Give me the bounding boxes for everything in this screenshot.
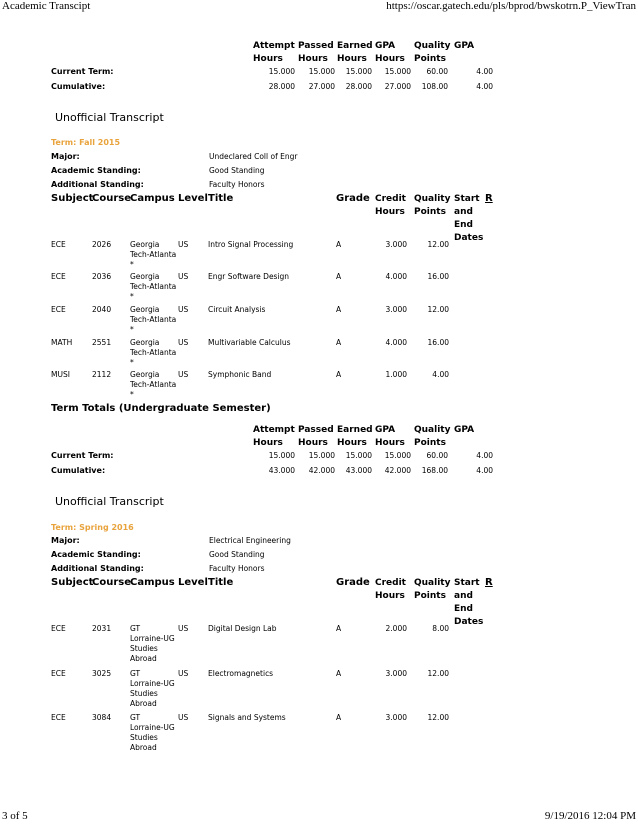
cell-credit: 3.000 [385,240,407,249]
cell-subject: ECE [51,305,66,314]
major-label: Major: [51,152,80,161]
value-cell: 43.000 [268,466,295,475]
value-cell: 4.00 [476,67,493,76]
cell-grade: A [336,240,342,249]
academic-standing-value: Good Standing [209,166,265,175]
cell-credit: 3.000 [385,305,407,314]
page-footer [0,810,638,824]
col-gpa: GPA [454,41,475,51]
cell-credit: 1.000 [385,370,407,379]
term-name-fall: Term: Fall 2015 [51,138,121,147]
additional-standing-value: Faculty Honors [209,564,265,573]
major-label: Major: [51,536,80,545]
cell-grade: A [336,669,342,678]
academic-standing-label: Academic Standing: [51,166,141,175]
col-quality-points: Quality Points [414,194,451,217]
cell-course: 2112 [92,370,112,379]
cell-campus: Georgia Tech-Atlanta * [130,338,177,367]
value-cell: 27.000 [384,82,411,91]
cell-course: 3025 [92,669,112,678]
term-name-spring: Term: Spring 2016 [51,523,134,532]
col-earned-hours: Earned Hours [337,425,373,448]
page-header-url[interactable]: https://oscar.gatech.edu/pls/bprod/bwskotrn.P_ViewTran [386,0,636,12]
col-course: Course [92,577,131,588]
col-level: Level [178,577,208,588]
academic-standing-value: Good Standing [209,550,265,559]
cell-level: US [178,338,189,347]
cell-course: 3084 [92,713,112,722]
cell-title: Electromagnetics [208,669,274,678]
value-cell: 15.000 [268,67,295,76]
col-quality-points: Quality Points [414,425,451,448]
cell-subject: ECE [51,713,66,722]
col-passed-hours: Passed Hours [298,41,334,64]
value-cell: 42.000 [384,466,411,475]
cell-title: Multivariable Calculus [208,338,291,347]
col-passed-hours: Passed Hours [298,425,334,448]
cell-title: Intro Signal Processing [208,240,294,249]
major-value: Undeclared Coll of Engr [209,152,298,161]
cell-campus: Georgia Tech-Atlanta * [130,272,177,301]
value-cell: 4.00 [476,451,493,460]
academic-standing-label: Academic Standing: [51,550,141,559]
col-campus: Campus [130,577,175,588]
cell-quality: 12.00 [427,305,449,314]
cell-title: Symphonic Band [208,370,272,379]
col-level: Level [178,193,208,204]
value-cell: 28.000 [345,82,372,91]
value-cell: 60.00 [426,451,448,460]
cell-quality: 12.00 [427,713,449,722]
col-course: Course [92,193,131,204]
col-credit-hours: Credit Hours [375,194,406,217]
cell-title: Signals and Systems [208,713,286,722]
unofficial-transcript-title: Unofficial Transcript [55,495,164,508]
cell-grade: A [336,370,342,379]
col-start-end-dates: Start and End Dates [454,578,484,627]
cell-course: 2026 [92,240,112,249]
value-cell: 15.000 [345,451,372,460]
col-title: Title [208,577,234,588]
cell-level: US [178,669,189,678]
cell-grade: A [336,713,342,722]
major-value: Electrical Engineering [209,536,291,545]
cell-campus: GT Lorraine-UG Studies Abroad [130,624,175,663]
cell-course: 2036 [92,272,112,281]
cell-level: US [178,272,189,281]
col-gpa: GPA [454,425,475,435]
cell-campus: Georgia Tech-Atlanta * [130,240,177,269]
value-cell: 15.000 [384,451,411,460]
cell-subject: MATH [51,338,73,347]
col-earned-hours: Earned Hours [337,41,373,64]
cumulative-label: Cumulative: [51,82,106,91]
cell-course: 2040 [92,305,112,314]
value-cell: 15.000 [384,67,411,76]
cell-level: US [178,305,189,314]
cell-campus: Georgia Tech-Atlanta * [130,370,177,399]
additional-standing-label: Additional Standing: [51,180,144,189]
cell-subject: MUSI [51,370,70,379]
col-campus: Campus [130,193,175,204]
cell-quality: 4.00 [432,370,449,379]
cell-credit: 4.000 [385,272,407,281]
page-header-title: Academic Transcipt [2,0,91,12]
cell-subject: ECE [51,272,66,281]
cell-grade: A [336,338,342,347]
col-grade: Grade [336,193,370,204]
col-title: Title [208,193,234,204]
current-term-label: Current Term: [51,67,114,76]
cell-title: Circuit Analysis [208,305,266,314]
value-cell: 28.000 [268,82,295,91]
cell-campus: Georgia Tech-Atlanta * [130,305,177,334]
value-cell: 108.00 [421,82,448,91]
value-cell: 15.000 [308,451,335,460]
cell-subject: ECE [51,624,66,633]
unofficial-transcript-title: Unofficial Transcript [55,111,164,124]
value-cell: 4.00 [476,82,493,91]
cell-grade: A [336,624,342,633]
cell-level: US [178,624,189,633]
value-cell: 27.000 [308,82,335,91]
cell-course: 2551 [92,338,112,347]
cell-title: Digital Design Lab [208,624,277,633]
col-credit-hours: Credit Hours [375,578,406,601]
print-timestamp: 9/19/2016 12:04 PM [544,810,636,822]
additional-standing-label: Additional Standing: [51,564,144,573]
col-quality-points: Quality Points [414,578,451,601]
value-cell: 4.00 [476,466,493,475]
cell-quality: 8.00 [432,624,449,633]
value-cell: 15.000 [268,451,295,460]
cell-credit: 3.000 [385,669,407,678]
cell-grade: A [336,272,342,281]
additional-standing-value: Faculty Honors [209,180,265,189]
page-number: 3 of 5 [2,810,28,822]
page-header [0,0,638,14]
cell-quality: 16.00 [427,338,449,347]
cell-level: US [178,370,189,379]
cell-credit: 2.000 [385,624,407,633]
cell-title: Engr Software Design [208,272,290,281]
cell-level: US [178,240,189,249]
value-cell: 168.00 [421,466,448,475]
cell-grade: A [336,305,342,314]
col-subject: Subject [51,193,94,204]
col-grade: Grade [336,577,370,588]
cell-course: 2031 [92,624,112,633]
col-attempt-hours: Attempt Hours [253,425,295,448]
cell-quality: 12.00 [427,240,449,249]
value-cell: 60.00 [426,67,448,76]
col-subject: Subject [51,577,94,588]
value-cell: 15.000 [308,67,335,76]
col-start-end-dates: Start and End Dates [454,194,484,243]
col-gpa-hours: GPA Hours [375,425,405,448]
col-gpa-hours: GPA Hours [375,41,405,64]
col-quality-points: Quality Points [414,41,451,64]
cell-campus: GT Lorraine-UG Studies Abroad [130,713,175,752]
col-attempt-hours: Attempt Hours [253,41,295,64]
current-term-label: Current Term: [51,451,114,460]
cell-credit: 4.000 [385,338,407,347]
cell-subject: ECE [51,669,66,678]
cell-quality: 16.00 [427,272,449,281]
cell-quality: 12.00 [427,669,449,678]
value-cell: 15.000 [345,67,372,76]
col-r: R [485,577,493,588]
cell-level: US [178,713,189,722]
value-cell: 43.000 [345,466,372,475]
cell-subject: ECE [51,240,66,249]
cell-campus: GT Lorraine-UG Studies Abroad [130,669,175,708]
cumulative-label: Cumulative: [51,466,106,475]
cell-credit: 3.000 [385,713,407,722]
term-totals-heading: Term Totals (Undergraduate Semester) [51,403,271,414]
col-r: R [485,193,493,204]
value-cell: 42.000 [308,466,335,475]
